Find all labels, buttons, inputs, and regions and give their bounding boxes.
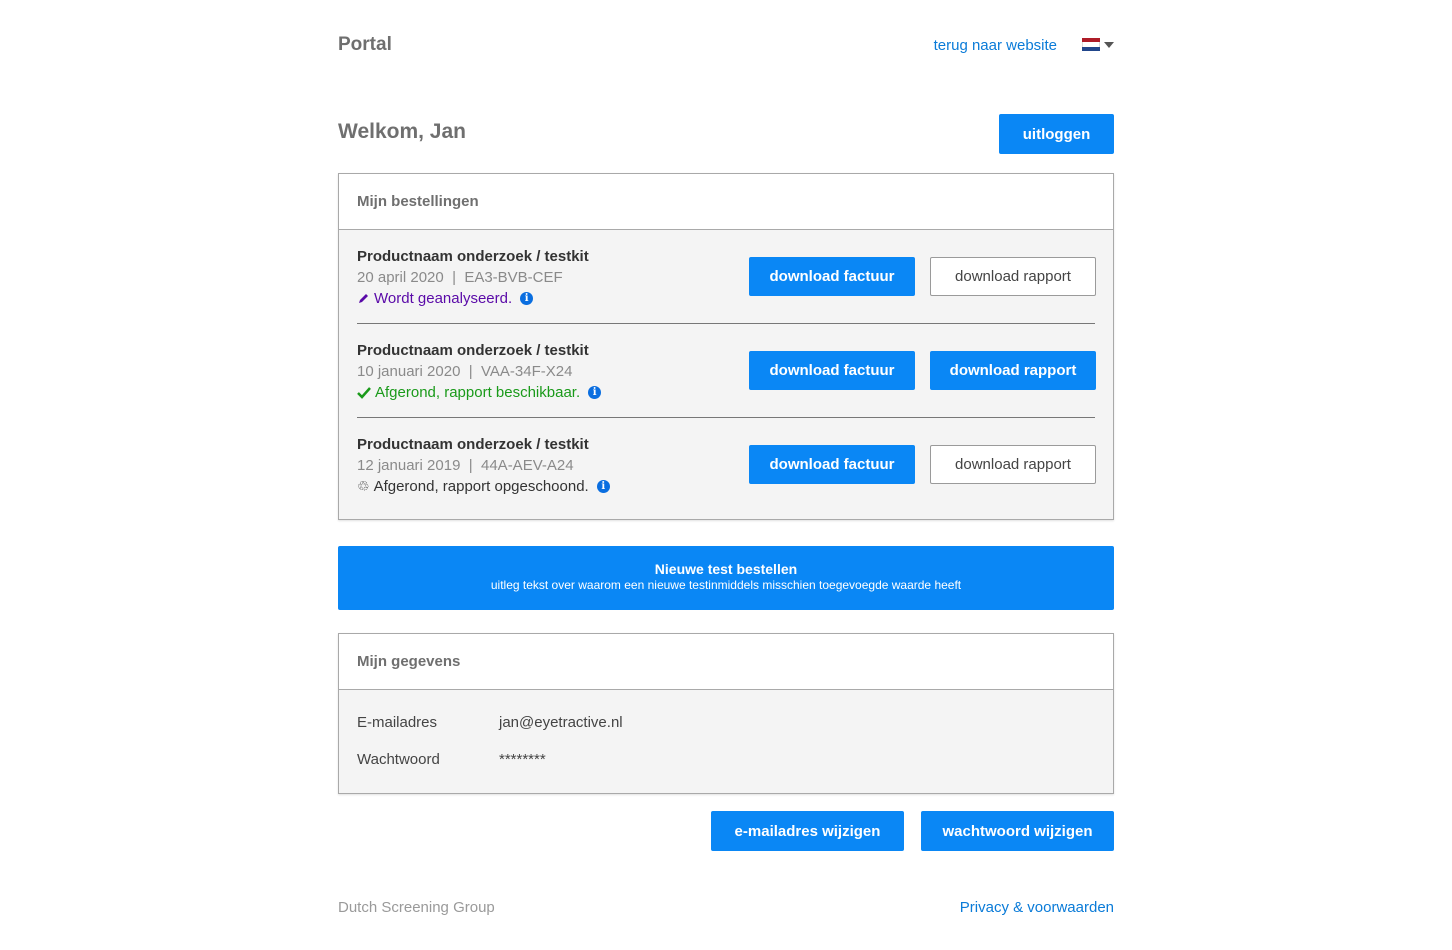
order-status bbox=[357, 384, 601, 401]
password-value: ******** bbox=[499, 751, 546, 768]
change-email-button[interactable]: e-mailadres wijzigen bbox=[711, 811, 904, 851]
download-report-button[interactable]: download rapport bbox=[930, 445, 1096, 484]
email-value: jan@eyetractive.nl bbox=[499, 714, 623, 731]
order-item bbox=[357, 324, 1095, 418]
privacy-link[interactable]: Privacy & voorwaarden bbox=[959, 899, 1114, 916]
order-meta: 12 januari 2019 | 44A-AEV-A24 bbox=[357, 457, 574, 474]
welcome-heading: Welkom, Jan bbox=[338, 120, 466, 143]
download-report-button[interactable]: download rapport bbox=[930, 257, 1096, 296]
new-test-title: Nieuwe test bestellen bbox=[654, 561, 798, 577]
order-code: VAA-34F-X24 bbox=[481, 363, 573, 380]
order-meta: 20 april 2020 | EA3-BVB-CEF bbox=[357, 269, 563, 286]
download-invoice-button[interactable]: download factuur bbox=[749, 445, 915, 484]
download-invoice-button[interactable]: download factuur bbox=[749, 257, 915, 296]
order-title: Productnaam onderzoek / testkit bbox=[357, 436, 589, 453]
logout-button[interactable]: uitloggen bbox=[999, 114, 1114, 154]
details-panel bbox=[338, 633, 1114, 794]
order-meta: 10 januari 2020 | VAA-34F-X24 bbox=[357, 363, 573, 380]
order-date: 12 januari 2019 bbox=[357, 457, 461, 474]
order-status bbox=[357, 290, 533, 307]
info-icon[interactable]: i bbox=[597, 480, 610, 493]
pencil-icon bbox=[357, 292, 370, 305]
change-password-button[interactable]: wachtwoord wijzigen bbox=[921, 811, 1114, 851]
order-status-text: Afgerond, rapport opgeschoond. bbox=[373, 478, 589, 495]
order-code: 44A-AEV-A24 bbox=[481, 457, 574, 474]
orders-panel bbox=[338, 173, 1114, 520]
password-row bbox=[357, 751, 546, 768]
caret-down-icon bbox=[1104, 42, 1114, 48]
netherlands-flag-icon bbox=[1082, 38, 1100, 51]
password-label: Wachtwoord bbox=[357, 751, 440, 768]
details-panel-title: Mijn gegevens bbox=[339, 634, 1113, 690]
order-status-text: Wordt geanalyseerd. bbox=[374, 290, 513, 307]
order-item bbox=[357, 230, 1095, 324]
order-date: 20 april 2020 bbox=[357, 269, 444, 286]
checkmark-icon bbox=[357, 386, 371, 399]
back-to-website-link[interactable]: terug naar website bbox=[933, 37, 1057, 54]
order-date: 10 januari 2020 bbox=[357, 363, 461, 380]
order-title: Productnaam onderzoek / testkit bbox=[357, 342, 589, 359]
info-icon[interactable]: i bbox=[520, 292, 533, 305]
email-label: E-mailadres bbox=[357, 714, 438, 731]
order-new-test-button[interactable] bbox=[338, 546, 1114, 610]
download-report-button[interactable]: download rapport bbox=[930, 351, 1096, 390]
recycle-icon: ♲ bbox=[357, 478, 370, 495]
email-row bbox=[357, 714, 623, 731]
footer-company: Dutch Screening Group bbox=[338, 899, 495, 916]
order-status bbox=[357, 478, 610, 495]
download-invoice-button[interactable]: download factuur bbox=[749, 351, 915, 390]
order-title: Productnaam onderzoek / testkit bbox=[357, 248, 589, 265]
orders-panel-title: Mijn bestellingen bbox=[339, 174, 1113, 230]
new-test-subtitle: uitleg tekst over waarom een nieuwe testinmiddels misschien toegevoegde waarde heeft bbox=[490, 578, 962, 592]
language-selector[interactable] bbox=[1082, 38, 1114, 51]
portal-brand: Portal bbox=[338, 34, 392, 55]
order-item bbox=[357, 418, 1095, 512]
order-code: EA3-BVB-CEF bbox=[464, 269, 563, 286]
order-status-text: Afgerond, rapport beschikbaar. bbox=[375, 384, 581, 401]
info-icon[interactable]: i bbox=[588, 386, 601, 399]
